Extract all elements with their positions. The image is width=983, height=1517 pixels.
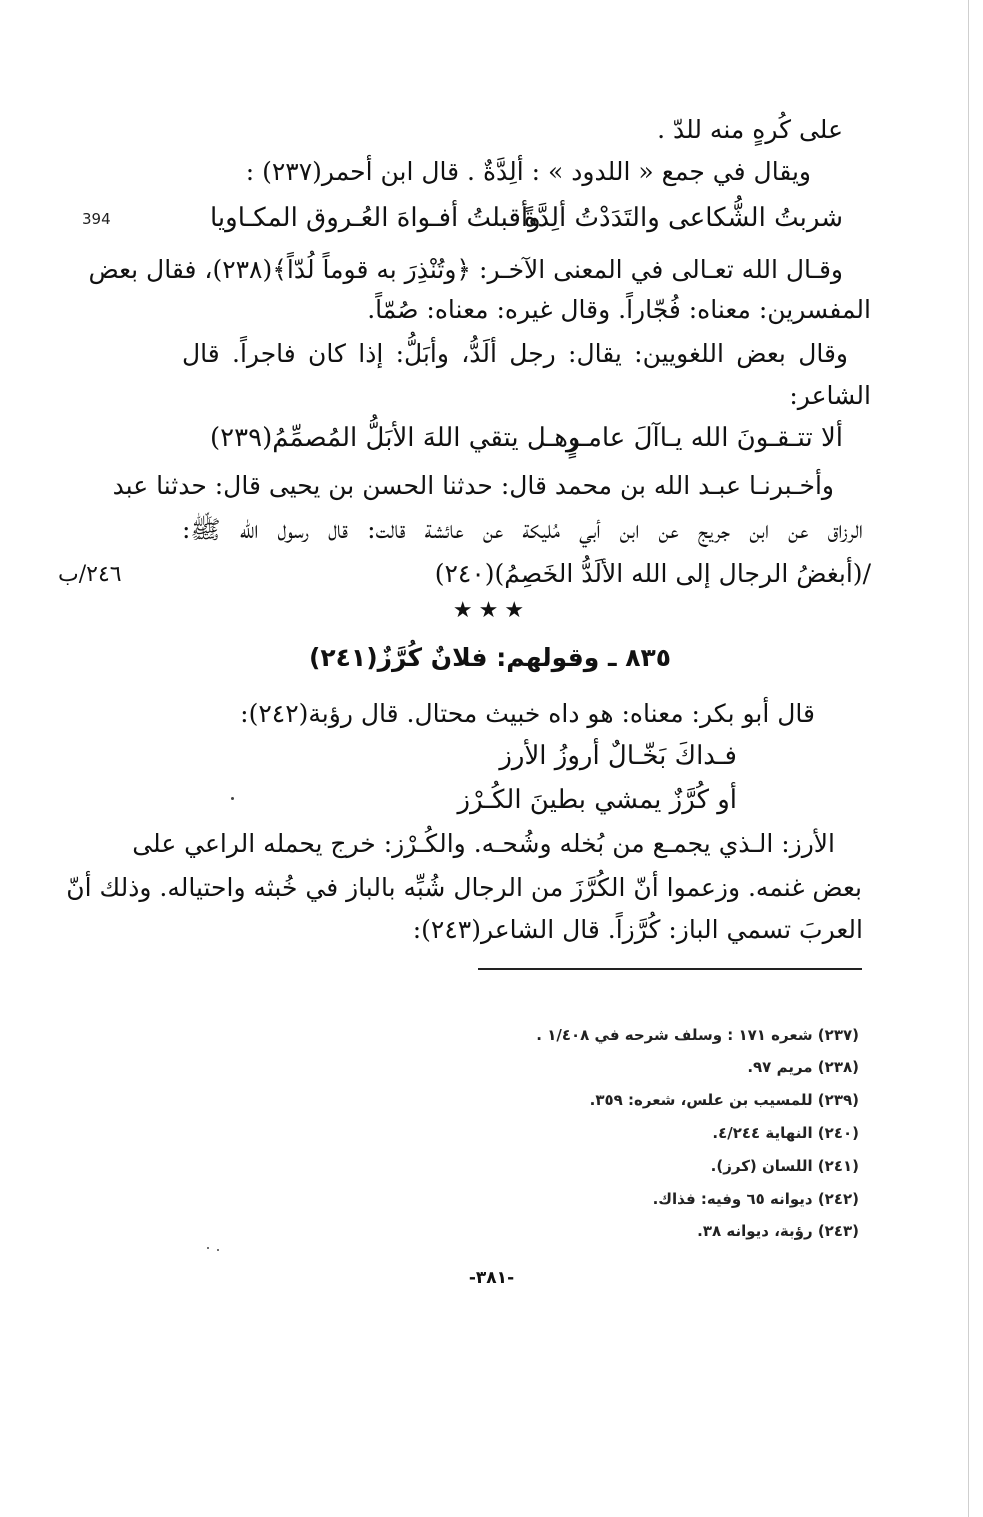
footnote-238: (٢٣٨) مريم ٩٧.: [747, 1058, 859, 1076]
footnote-239: (٢٣٩) للمسيب بن علس، شعره: ٣٥٩.: [589, 1091, 859, 1109]
verse-2-second-hemistich: وهـل يتقي اللهَ الأبَلُّ المُصمِّمُ(٢٣٩): [210, 423, 581, 453]
footnote-240: (٢٤٠) النهاية ٤/٢٤٤.: [712, 1124, 859, 1142]
scan-speck: [207, 1247, 209, 1249]
body-line-10: الرزاق عن ابن جريج عن ابن أبي مُليكة عن عائشة قالت: قال رسول الله ﷺ:: [182, 515, 863, 544]
footnote-243: (٢٤٣) رؤبة، ديوانه ٣٨.: [697, 1222, 859, 1240]
margin-reference-number: 394: [82, 210, 111, 228]
body-line-9: وأخـبرنـا عبـد الله بن محمد قال: حدثنا الحسن بن يحيى قال: حدثنا عبد: [112, 471, 834, 500]
verse-3-line-1: فـداكَ بَخّـالٌ أروزُ الأرز: [499, 741, 737, 771]
body-line-11: /(أبغضُ الرجال إلى الله الألَدُّ الخَصِمُ)(٢٤٠): [434, 559, 871, 588]
verse-1-first-hemistich: شربتُ الشُّكاعى والتَدَدْتُ ألِدَّةً: [523, 203, 843, 233]
scan-speck: [231, 797, 234, 800]
body-line-13: قال أبو بكر: معناه: هو داه خبيث محتال. قال رؤبة(٢٤٢):: [240, 699, 815, 728]
body-line-5: المفسرين: معناه: فُجّاراً. وقال غيره: معناه: صُمّاً.: [367, 295, 871, 324]
body-line-17: بعض غنمه. وزعموا أنّ الكُرَّزَ من الرجال شُبِّه بالباز في خُبثه واحتياله. وذلك أنّ: [66, 873, 862, 902]
body-line-7: الشاعر:: [789, 381, 871, 410]
footnote-237: (٢٣٧) شعره ١٧١ : وسلف شرحه في ١/٤٠٨ .: [536, 1026, 859, 1044]
scan-speck: [217, 1249, 219, 1251]
page-edge-line: [968, 0, 969, 1517]
body-line-6: وقال بعض اللغويين: يقال: رجل ألَدُّ، وأبَلُّ: إذا كان فاجراً. قال: [182, 339, 848, 368]
section-heading: ٨٣٥ ـ وقولهم: فلانٌ كُرَّزٌ(٢٤١): [308, 643, 672, 672]
body-line-2: ويقال في جمع « اللدود » : ألِدَّةٌ . قال ابن أحمر(٢٣٧) :: [245, 157, 811, 186]
margin-folio-mark: ٢٤٦/ب: [58, 562, 122, 587]
verse-3-line-2: أو كُرَّزٌ يمشي بطينَ الكُـرْز: [457, 785, 737, 815]
page-number: -٣٨١-: [468, 1268, 515, 1288]
footnote-241: (٢٤١) اللسان (كرز).: [710, 1157, 859, 1175]
body-line-1: على كُرهٍ منه للدّ .: [657, 115, 843, 144]
verse-2-first-hemistich: ألا تتـقـونَ الله يـاآلَ عامـرٍ: [565, 423, 843, 453]
section-divider-stars: ★★★: [452, 598, 531, 623]
footnote-242: (٢٤٢) ديوانه ٦٥ وفيه: فذاك.: [652, 1190, 859, 1208]
body-line-18: العربَ تسمي الباز: كُرَّزاً. قال الشاعر(٢٤٣):: [412, 915, 863, 944]
footnote-separator: [478, 968, 862, 970]
verse-1-second-hemistich: وأقبلتُ أفـواهَ العُـروق المكـاويا: [210, 203, 541, 233]
body-line-16: الأرز: الـذي يجمـع من بُخله وشُحـه. والكُـرْز: خرج يحمله الراعي على: [132, 829, 835, 858]
body-line-4: وقـال الله تعـالى في المعنى الآخـر: ﴿وتُنْذِرَ به قوماً لُدّاً﴾(٢٣٨)، فقال بعض: [88, 255, 843, 284]
